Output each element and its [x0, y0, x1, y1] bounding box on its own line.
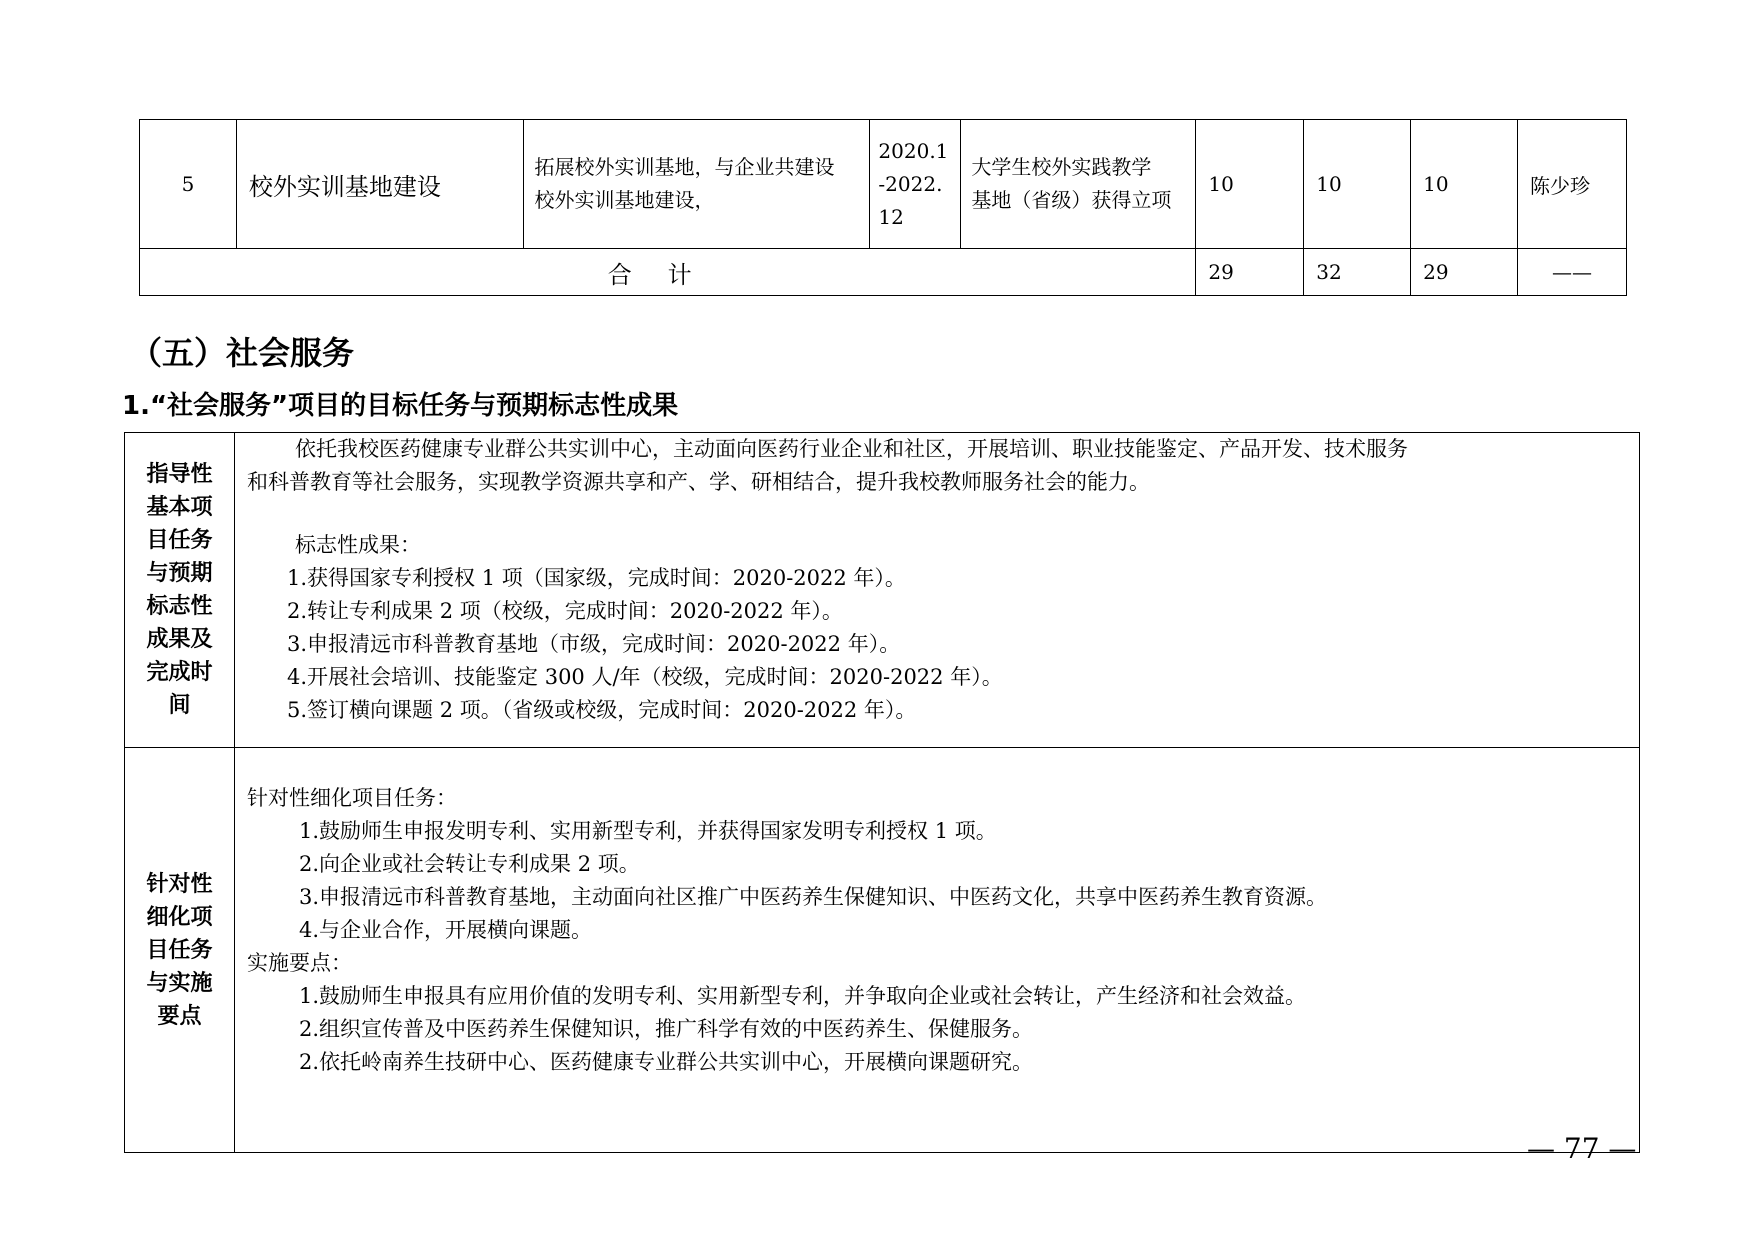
period-line: -2022. [878, 171, 943, 196]
result-item: 5.签订横向课题 2 项。（省级或校级，完成时间：2020-2022 年）。 [287, 698, 917, 722]
total-value-1: 29 [1196, 249, 1304, 296]
outcome-line: 基地（省级）获得立项 [971, 188, 1172, 212]
section-heading: （五）社会服务 [130, 334, 355, 372]
label-line: 指导性 [146, 462, 213, 487]
total-row [140, 249, 1627, 296]
table-row [125, 748, 1640, 1153]
label-line: 细化项 [146, 904, 213, 930]
row-outcome [961, 120, 1196, 249]
row-name: 校外实训基地建设 [236, 120, 524, 249]
label-line: 与实施 [146, 970, 213, 996]
outcome-line: 大学生校外实践教学 [971, 155, 1152, 179]
points-title: 实施要点： [247, 951, 352, 975]
label-line: 针对性 [146, 871, 213, 897]
result-item: 2.转让专利成果 2 项（校级，完成时间：2020-2022 年）。 [287, 599, 843, 623]
row-value-3: 10 [1411, 120, 1518, 249]
total-value-2: 32 [1304, 249, 1411, 296]
block1-content [235, 433, 1640, 748]
label-line: 间 [168, 693, 191, 718]
row-value-2: 10 [1304, 120, 1411, 249]
label-line: 目任务 [146, 528, 213, 553]
block1-label [125, 433, 235, 748]
spacer [247, 499, 1629, 529]
content-line: 校外实训基地建设， [534, 188, 715, 212]
label-line: 与预期 [146, 561, 213, 586]
table-row [125, 433, 1640, 748]
row-index: 5 [140, 120, 237, 249]
label-line: 要点 [157, 1003, 202, 1029]
content-line: 拓展校外实训基地，与企业共建设 [534, 155, 835, 179]
paragraph-line: 依托我校医药健康专业群公共实训中心，主动面向医药行业企业和社区，开展培训、职业技能鉴定、产品开发、技术服务 [295, 437, 1408, 461]
sub-heading: 1.“社会服务”项目的目标任务与预期标志性成果 [122, 391, 679, 421]
table-row [140, 120, 1627, 249]
paragraph-line: 和科普教育等社会服务，实现教学资源共享和产、学、研相结合，提升我校教师服务社会的能力。 [247, 470, 1150, 494]
row-value-1: 10 [1196, 120, 1304, 249]
page-number: — 77 — [1527, 1132, 1637, 1165]
tasks-title: 针对性细化项目任务： [247, 786, 457, 810]
project-table [139, 119, 1627, 296]
label-line: 基本项 [146, 495, 213, 520]
result-item: 3.申报清远市科普教育基地（市级，完成时间：2020-2022 年）。 [287, 632, 901, 656]
result-item: 1.获得国家专利授权 1 项（国家级，完成时间：2020-2022 年）。 [287, 566, 906, 590]
task-item: 1.鼓励师生申报发明专利、实用新型专利，并获得国家发明专利授权 1 项。 [299, 819, 997, 843]
point-item: 1.鼓励师生申报具有应用价值的发明专利、实用新型专利，并争取向企业或社会转让，产生经济和社会效益。 [299, 984, 1307, 1008]
total-owner: —— [1518, 249, 1627, 296]
service-table [124, 432, 1640, 1153]
row-owner: 陈少珍 [1518, 120, 1627, 249]
point-item: 2.组织宣传普及中医药养生保健知识，推广科学有效的中医药养生、保健服务。 [299, 1017, 1034, 1041]
point-item: 2.依托岭南养生技研中心、医药健康专业群公共实训中心，开展横向课题研究。 [299, 1050, 1034, 1074]
result-item: 4.开展社会培训、技能鉴定 300 人/年（校级，完成时间：2020-2022 年）。 [287, 665, 1003, 689]
label-line: 完成时 [146, 660, 213, 685]
period-line: 2020.1 [878, 138, 949, 163]
task-item: 3.申报清远市科普教育基地，主动面向社区推广中医药养生保健知识、中医药文化，共享中医药养生教育资源。 [299, 885, 1328, 909]
task-item: 4.与企业合作，开展横向课题。 [299, 918, 593, 942]
results-title: 标志性成果： [295, 533, 421, 557]
block2-content [235, 748, 1640, 1153]
total-value-3: 29 [1411, 249, 1518, 296]
label-line: 标志性 [146, 594, 213, 619]
task-item: 2.向企业或社会转让专利成果 2 项。 [299, 852, 640, 876]
total-label: 合计 [140, 249, 1196, 296]
label-line: 目任务 [146, 937, 213, 963]
label-line: 成果及 [146, 627, 213, 652]
row-content [524, 120, 870, 249]
period-line: 12 [878, 204, 904, 229]
block2-label [125, 748, 235, 1153]
row-period [870, 120, 961, 249]
